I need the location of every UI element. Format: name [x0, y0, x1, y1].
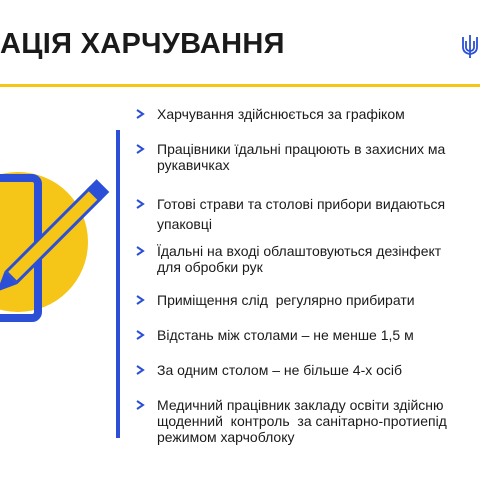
list-item-text: Їдальні на вході облаштовуються дезінфект: [157, 243, 442, 259]
trident-icon: [460, 33, 480, 59]
arrow-bullet-icon: [135, 245, 147, 257]
title-underline: [0, 84, 480, 87]
list-item-text: Працівники їдальні працюють в захисних ма: [157, 141, 446, 157]
arrow-bullet-icon: [135, 143, 147, 155]
arrow-bullet-icon: [135, 198, 147, 210]
list-item-text: для обробки рук: [157, 259, 263, 275]
list-divider: [116, 130, 120, 438]
arrow-bullet-icon: [135, 294, 147, 306]
list-item-text: упаковці: [157, 216, 213, 232]
list-item-text: Харчування здійснюється за графіком: [157, 106, 405, 122]
list-item-text: Медичний працівник закладу освіти здійсню: [157, 397, 444, 413]
arrow-bullet-icon: [135, 364, 147, 376]
list-item-text: щоденний контроль за санітарно-протиепід: [157, 413, 447, 429]
list-item-text: Приміщення слід регулярно прибирати: [157, 292, 415, 308]
page-title: АЦІЯ ХАРЧУВАННЯ: [0, 28, 285, 60]
arrow-bullet-icon: [135, 108, 147, 120]
list-item-text: Готові страви та столові прибори видаються: [157, 196, 446, 212]
list-item-text: режимом харчоблоку: [157, 429, 295, 445]
list-item-text: Відстань між столами – не менше 1,5 м: [157, 327, 414, 343]
clipboard-pencil-illustration: [0, 150, 120, 350]
arrow-bullet-icon: [135, 329, 147, 341]
list-item-text: За одним столом – не більше 4-х осіб: [157, 362, 403, 378]
arrow-bullet-icon: [135, 399, 147, 411]
list-item-text: рукавичках: [157, 157, 230, 173]
